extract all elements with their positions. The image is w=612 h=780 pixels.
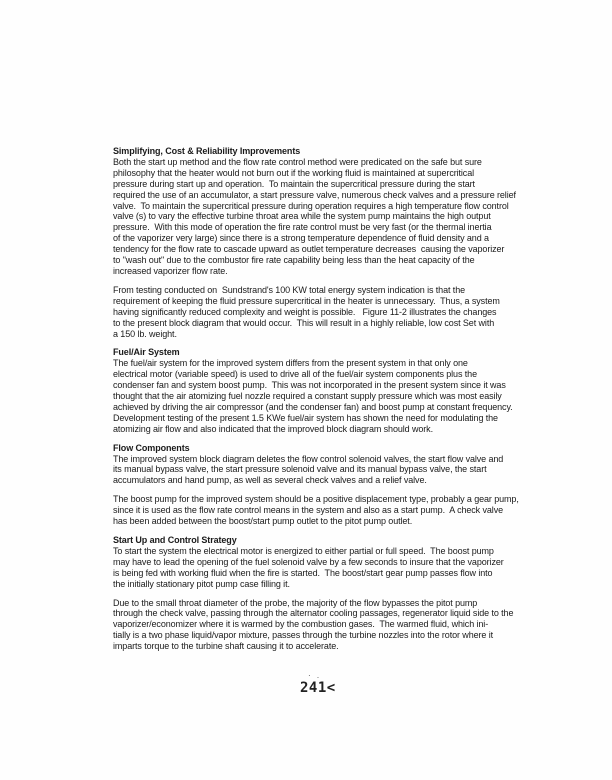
text-line: condenser fan and system boost pump. This was not incorporated in the present system since it was	[113, 380, 506, 391]
text-line: having significantly reduced complexity and weight is possible. Figure 11-2 illustrates the changes	[113, 306, 497, 317]
text-line: To start the system the electrical motor is energized to either partial or full speed. The boost pump	[113, 545, 494, 556]
text-line: may have to lead the opening of the fuel solenoid valve by a few seconds to insure that the vaporizer	[113, 556, 504, 567]
document-body	[113, 146, 553, 660]
text-line: a 150 lb. weight.	[113, 328, 177, 339]
paragraph	[113, 358, 553, 434]
text-line: has been added between the boost/start pump outlet to the pitot pump outlet.	[113, 516, 413, 527]
text-line: atomizing air flow and also indicated that the improved block diagram should work.	[113, 423, 433, 434]
text-line: Development testing of the present 1.5 KWe fuel/air system has shown the need for modulating the	[113, 412, 498, 423]
text-line: since it is used as the flow rate control means in the system and also as a start pump. A check valve	[113, 505, 503, 516]
document-section	[113, 443, 553, 527]
section-heading: Flow Components	[113, 442, 190, 453]
paragraph	[113, 454, 553, 487]
text-line: vaporizer/economizer where it is warmed by the combustion gases. The warmed fluid, which ini-	[113, 619, 489, 630]
text-line: Due to the small throat diameter of the probe, the majority of the flow bypasses the pitot pump	[113, 597, 478, 608]
text-line: tendency for the flow rate to cascade upward as outlet temperature decreases causing the vaporizer	[113, 244, 505, 255]
text-line: its manual bypass valve, the start pressure solenoid valve and its manual bypass valve, the start	[113, 464, 487, 475]
page-footer	[300, 672, 336, 696]
text-line: pressure. With this mode of operation the fire rate control must be very fast (or the thermal inertia	[113, 222, 492, 233]
text-line: to "wash out" due to the combustor fire rate capability being less than the heat capacity of the	[113, 255, 475, 266]
text-line: required the use of an accumulator, a start pressure valve, numerous check valves and a pressure relief	[113, 189, 516, 200]
paragraph	[113, 546, 553, 590]
text-line: imparts torque to the turbine shaft causing it to accelerate.	[113, 641, 339, 652]
text-line: of the vaporizer very large) since there is a strong temperature dependence of fluid density and a	[113, 233, 489, 244]
document-section	[113, 347, 553, 434]
text-line: achieved by driving the air compressor (and the condenser fan) and boost pump at constant frequency.	[113, 401, 513, 412]
page-number: 241<	[300, 680, 336, 696]
section-heading: Fuel/Air System	[113, 347, 180, 358]
paragraph	[113, 285, 553, 340]
text-line: Both the start up method and the flow rate control method were predicated on the safe but sure	[113, 156, 482, 167]
text-line: increased vaporizer flow rate.	[113, 265, 228, 276]
text-line: electrical motor (variable speed) is used to drive all of the fuel/air system components plus the	[113, 369, 477, 380]
text-line: The boost pump for the improved system should be a positive displacement type, probably a gear pump,	[113, 494, 519, 505]
text-line: The improved system block diagram deletes the flow control solenoid valves, the start flow valve and	[113, 453, 504, 464]
text-line: is being fed with working fluid when the fire is started. The boost/start gear pump passes flow into	[113, 567, 493, 578]
text-line: thought that the air atomizing fuel nozzle required a constant supply pressure which was most easily	[113, 391, 502, 402]
text-line: From testing conducted on Sundstrand's 100 KW total energy system indication is that the	[113, 284, 466, 295]
paragraph	[113, 494, 553, 527]
text-line: pressure during start up and operation. To maintain the supercritical pressure during the start	[113, 178, 475, 189]
document-section	[113, 535, 553, 652]
text-line: to the present block diagram that would occur. This will result in a highly reliable, low cost Set with	[113, 317, 495, 328]
section-heading: Start Up and Control Strategy	[113, 535, 237, 545]
text-line: valve. To maintain the supercritical pressure during operation requires a high temperature flow control	[113, 200, 509, 211]
text-line: The fuel/air system for the improved system differs from the present system in that only one	[113, 358, 468, 369]
text-line: tially is a two phase liquid/vapor mixture, passes through the turbine nozzles into the rotor where it	[113, 630, 494, 641]
text-line: valve (s) to vary the effective turbine throat area while the system pump maintains the high output	[113, 211, 491, 222]
text-line: the initially stationary pitot pump case filling it.	[113, 578, 290, 589]
text-line: accumulators and hand pump, as well as several check valves and a relief valve.	[113, 475, 427, 486]
document-section	[113, 146, 553, 339]
section-heading: Simplifying, Cost & Reliability Improvements	[113, 146, 301, 156]
text-line: philosophy that the heater would not burn out if the working fluid is maintained at supercritical	[113, 167, 475, 178]
paragraph	[113, 157, 553, 277]
paragraph	[113, 598, 553, 653]
scan-artifact-mark: · .	[308, 671, 322, 680]
text-line: requirement of keeping the fluid pressure supercritical in the heater is unnecessary. Thus, a system	[113, 295, 500, 306]
text-line: through the check valve, passing through the alternator cooling passages, regenerator liquid side to the	[113, 608, 514, 619]
